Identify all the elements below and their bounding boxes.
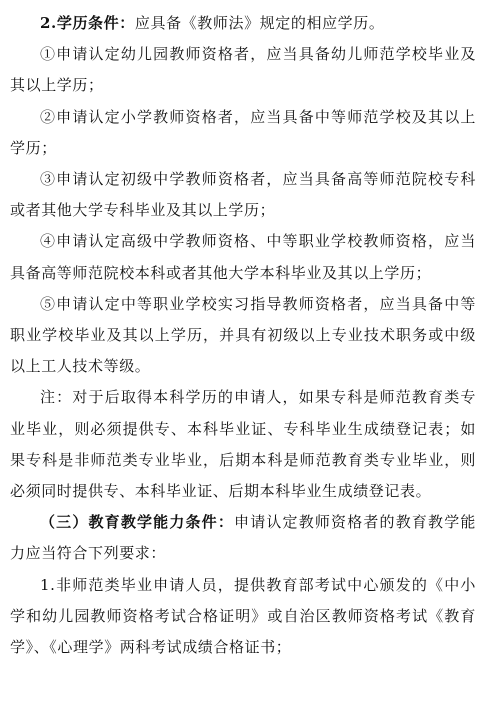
note-paragraph: 注：对于后取得本科学历的申请人，如果专科是师范教育类专业毕业，则必须提供专、本科毕业证、专科毕业生成绩登记表；如果专科是非师范类专业毕业，后期本科是师范教育类专业毕业，则必须同时提供专、本科毕业证、后期本科毕业生成绩登记表。 [10,388,476,501]
item-kindergarten: ①申请认定幼儿园教师资格者，应当具备幼儿师范学校毕业及其以上学历； [10,45,476,95]
section-2-body: 应具备《教师法》规定的相应学历。 [134,14,385,32]
item-vocational-practice: ⑤申请认定中等职业学校实习指导教师资格者，应当具备中等职业学校毕业及其以上学历，并具有初级以上专业技术职务或中级以上工人技术等级。 [10,294,476,376]
section-2-paragraph [10,8,476,39]
section-3-body: 申请认定教师资格者的教育教学能力应当符合下列要求： [10,513,476,563]
item-junior-middle: ③申请认定初级中学教师资格者，应当具备高等师范院校专科或者其他大学专科毕业及其以上学历； [10,170,476,220]
item-primary: ②申请认定小学教师资格者，应当具备中等师范学校及其以上学历； [10,107,476,157]
item-senior-middle: ④申请认定高级中学教师资格、中等职业学校教师资格，应当具备高等师范院校本科或者其他大学本科毕业及其以上学历； [10,232,476,282]
section-3-heading: （三）教育教学能力条件： [40,513,235,532]
section-2-heading: 2.学历条件： [40,14,135,32]
section-3-paragraph [10,507,476,569]
item-non-normal-graduates: 1.非师范类毕业申请人员，提供教育部考试中心颁发的《中小学和幼儿园教师资格考试合格证明》或自治区教师资格考试《教育学》、《心理学》两科考试成绩合格证书； [10,575,476,657]
